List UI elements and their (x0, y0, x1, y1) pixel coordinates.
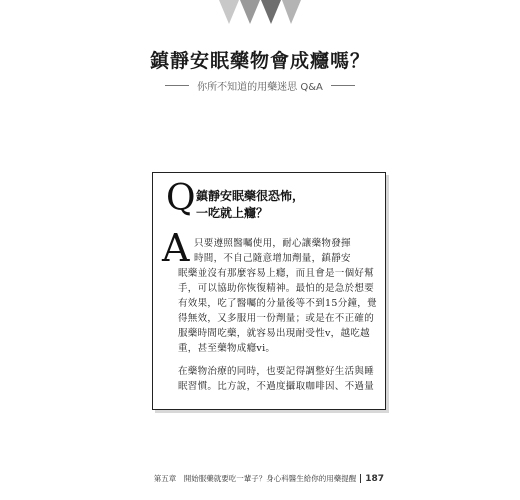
divider (331, 85, 355, 86)
triangle-ornament (261, 0, 281, 24)
answer-line: 眠藥並沒有那麼容易上癮，而且會是一個好幫 (178, 268, 375, 279)
page-footer (154, 473, 384, 484)
page-number: 187 (365, 473, 384, 484)
question-line: 鎮靜安眠藥很恐怖， (196, 189, 305, 203)
header-triangles-ornament (219, 0, 301, 26)
answer-line: 服藥時間吃藥，就容易出現耐受性v，越吃越 (178, 328, 370, 339)
answer-line: 重，甚至藥物成癮vi。 (178, 343, 276, 354)
divider (165, 85, 189, 86)
chapter-title: 第五章 開始服藥就要吃一輩子？身心科醫生給你的用藥提醒 (153, 474, 357, 483)
answer-line: 眠習慣。比方說，不過度攝取咖啡因、不過量 (178, 381, 375, 392)
triangle-ornament (240, 0, 260, 24)
triangle-ornament (219, 0, 239, 24)
page-subtitle: 你所不知道的用藥迷思 Q&A (197, 81, 323, 93)
footer-divider (360, 474, 361, 483)
question-letter: Q (166, 178, 196, 219)
answer-line: 時間，不自己隨意增加劑量，鎮靜安 (194, 253, 351, 264)
subtitle-row (0, 78, 520, 92)
answer-line: 在藥物治療的同時，也要記得調整好生活與睡 (178, 366, 375, 377)
answer-line: 只要遵照醫囑使用，耐心讓藥物發揮 (194, 238, 351, 249)
answer-line: 有效果，吃了醫囑的分量後等不到15分鐘，覺 (178, 298, 377, 309)
question-line: 一吃就上癮？ (196, 206, 269, 220)
answer-paragraph (178, 266, 377, 356)
question-text (196, 188, 356, 222)
answer-paragraph-2 (178, 364, 374, 394)
answer-line: 得無效，又多服用一份劑量；或是在不正確的 (178, 313, 375, 324)
answer-line: 手，可以協助你恢復精神。最怕的是急於想要 (178, 283, 375, 294)
triangle-ornament (282, 0, 301, 24)
answer-letter: A (162, 226, 190, 270)
answer-paragraph-indented (194, 236, 390, 266)
page-title: 鎮靜安眠藥物會成癮嗎？ (149, 50, 370, 72)
